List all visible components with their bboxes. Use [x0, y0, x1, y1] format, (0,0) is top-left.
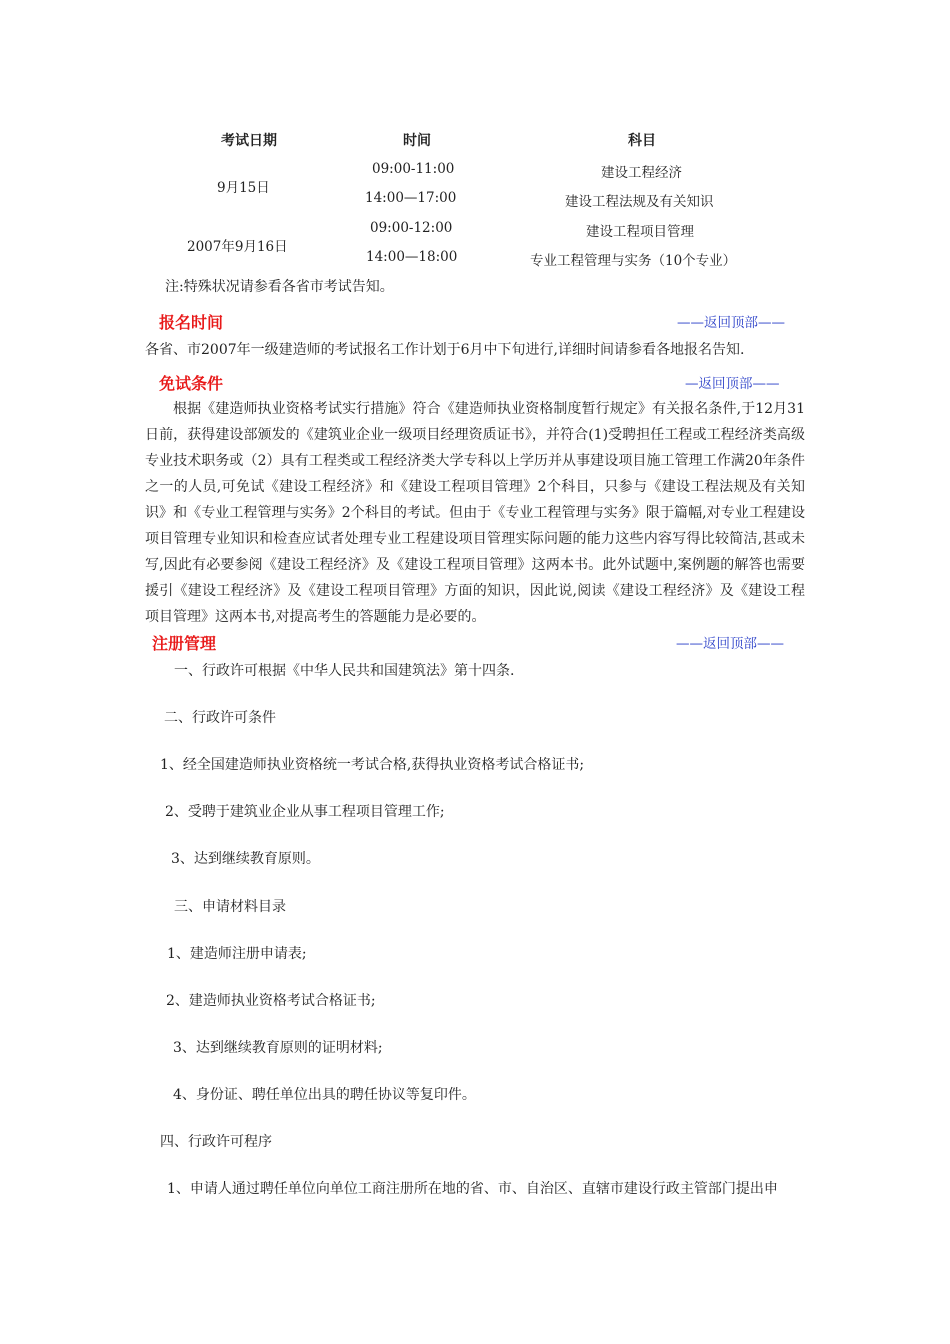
back-to-top-link[interactable]: ——返回顶部—— — [676, 636, 784, 652]
exam-date-2: 2007年9月16日 — [187, 239, 288, 255]
registration-text: 各省、市2007年一级建造师的考试报名工作计划于6月中下旬进行,详细时间请参看各地报名告知. — [145, 342, 745, 358]
time-cell: 14:00—18:00 — [366, 249, 458, 265]
mgmt-line: 一、行政许可根据《中华人民共和国建筑法》第十四条. — [174, 663, 515, 679]
mgmt-line: 1、申请人通过聘任单位向单位工商注册所在地的省、市、自治区、直辖市建设行政主管部门提出申 — [167, 1181, 778, 1197]
mgmt-line: 三、申请材料目录 — [174, 899, 286, 915]
mgmt-line: 四、行政许可程序 — [160, 1134, 272, 1150]
time-cell: 14:00—17:00 — [365, 190, 457, 206]
subject-cell: 建设工程项目管理 — [586, 224, 694, 240]
header-time: 时间 — [403, 133, 431, 149]
section-heading-registration: 报名时间 — [159, 313, 224, 332]
header-subject: 科目 — [628, 133, 656, 149]
mgmt-line: 二、行政许可条件 — [164, 710, 276, 726]
mgmt-line: 2、受聘于建筑业企业从事工程项目管理工作; — [165, 804, 445, 820]
mgmt-line: 4、身份证、聘任单位出具的聘任协议等复印件。 — [173, 1087, 476, 1103]
header-exam-date: 考试日期 — [221, 133, 277, 149]
section-heading-registration-mgmt: 注册管理 — [152, 634, 217, 653]
mgmt-line: 3、达到继续教育原则。 — [171, 851, 320, 867]
schedule-note: 注:特殊状况请参看各省市考试告知。 — [165, 279, 394, 295]
time-cell: 09:00-12:00 — [370, 220, 453, 236]
mgmt-line: 1、经全国建造师执业资格统一考试合格,获得执业资格考试合格证书; — [160, 757, 585, 773]
subject-cell: 建设工程经济 — [601, 165, 682, 181]
back-to-top-link[interactable]: —返回顶部—— — [685, 376, 780, 392]
subject-cell: 专业工程管理与实务（10个专业） — [530, 253, 737, 269]
section-heading-exemption: 免试条件 — [159, 374, 224, 393]
exemption-paragraph: 根据《建造师执业资格考试实行措施》符合《建造师执业资格制度暂行规定》有关报名条件,于12月31日前，获得建设部颁发的《建筑业企业一级项目经理资质证书》，并符合(1)受聘担任工程或工程经济类高级专业技术职务或（2）具有工程类或工程经济类大学专科以上学历并从事建设项目施工管理工作满20年条件之一的人员,可免试《建设工程经济》和《建设工程项目管理》2个科目，只参与《建设工程法规及有关知识》和《专业工程管理与实务》2个科目的考试。但由于《专业工程管理与实务》限于篇幅,对专业工程建设项目管理专业知识和检查应试者处理专业工程建设项目管理实际问题的能力这些内容写得比较简洁,甚或未写,因此有必要参阅《建设工程经济》及《建设工程项目管理》这两本书。此外试题中,案例题的解答也需要援引《建设工程经济》及《建设工程项目管理》方面的知识，因此说,阅读《建设工程经济》及《建设工程项目管理》这两本书,对提高考生的答题能力是必要的。 — [145, 401, 805, 625]
mgmt-line: 2、建造师执业资格考试合格证书; — [166, 993, 376, 1009]
subject-cell: 建设工程法规及有关知识 — [565, 194, 714, 210]
exam-date-1: 9月15日 — [217, 180, 270, 196]
time-cell: 09:00-11:00 — [372, 161, 455, 177]
mgmt-line: 3、达到继续教育原则的证明材料; — [173, 1040, 383, 1056]
back-to-top-link[interactable]: ——返回顶部—— — [677, 315, 785, 331]
mgmt-line: 1、建造师注册申请表; — [167, 946, 307, 962]
